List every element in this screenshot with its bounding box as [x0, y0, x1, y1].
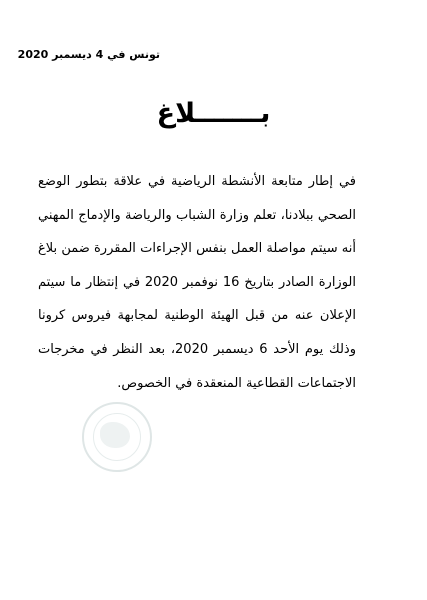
date-line: تونس في 4 ديسمبر 2020 — [17, 48, 160, 61]
announcement-title: بـــــــلاغ — [156, 98, 271, 129]
announcement-body: في إطار متابعة الأنشطة الرياضية في علاقة بتطور الوضع الصحي ببلادنا، تعلم وزارة الشباب والرياضة والإدماج المهني أنه سيتم مواصلة العمل بنفس الإجراءات المقررة ضمن بلاغ الوزارة الصادر بتاريخ 16 نوفمبر 2020 في إنتظار ما سيتم الإعلان عنه من قبل الهيئة الوطنية لمجابهة فيروس كرونا وذلك يوم الأحد 6 ديسمبر 2020، بعد النظر في مخرجات الاجتماعات القطاعية المنعقدة في الخصوص. — [38, 174, 356, 391]
official-stamp — [82, 402, 152, 472]
stamp-emblem — [100, 422, 130, 448]
